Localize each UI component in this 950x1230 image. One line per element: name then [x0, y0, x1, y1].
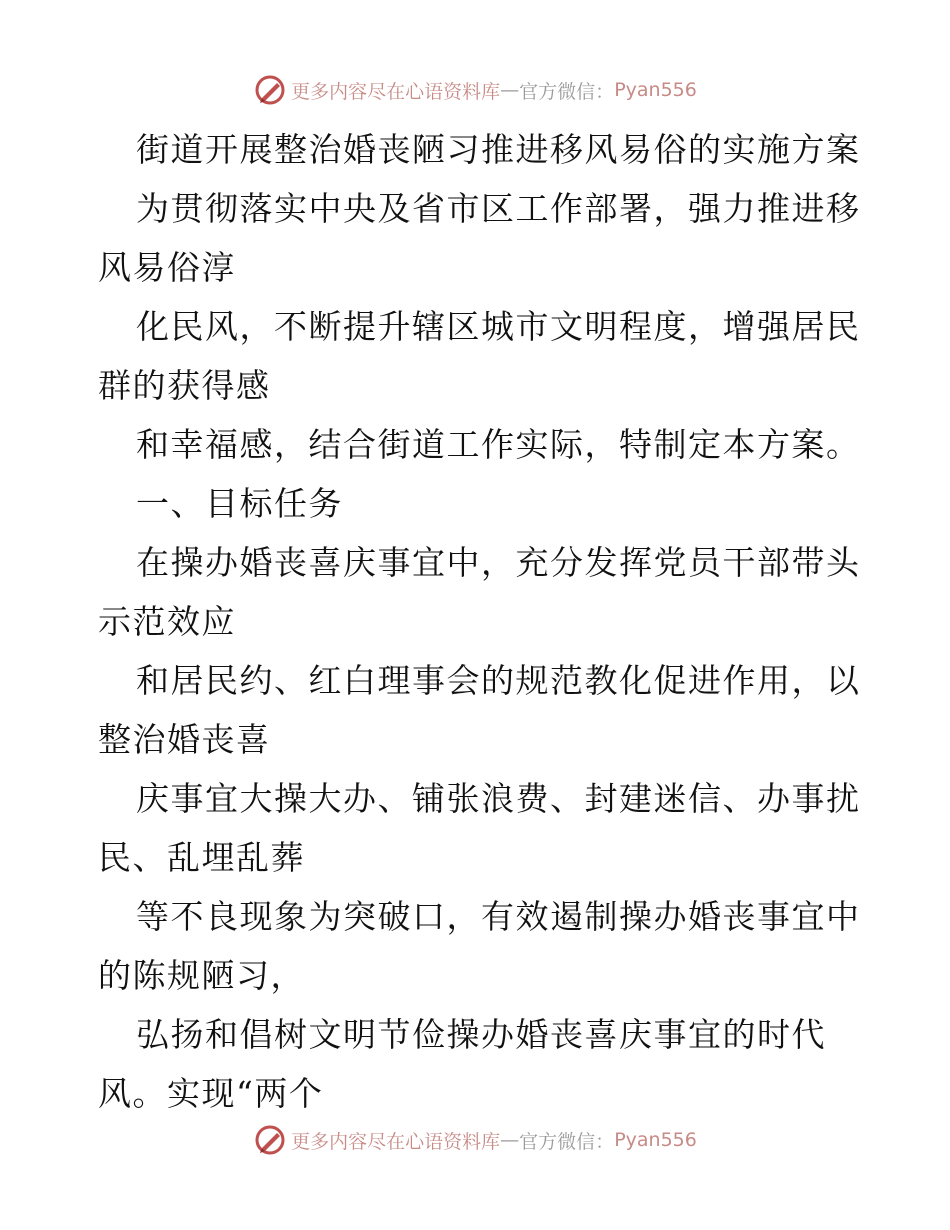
- doc-line: 在操办婚丧喜庆事宜中，充分发挥党员干部带头: [136, 543, 861, 582]
- document-body: [98, 120, 861, 1123]
- banner-dash: —: [500, 1129, 520, 1151]
- section-heading: 一、目标任务: [136, 484, 343, 523]
- footer-watermark-banner: [0, 1120, 950, 1160]
- banner-dash: —: [500, 79, 520, 101]
- doc-line: 和居民约、红白理事会的规范教化促进作用，以: [136, 661, 861, 700]
- doc-line: 为贯彻落实中央及省市区工作部署，强力推进移: [136, 189, 861, 228]
- banner-wechat-id: Pyan556: [614, 79, 697, 101]
- banner-wechat-id: Pyan556: [614, 1129, 697, 1151]
- pen-circle-logo-icon: [253, 73, 287, 107]
- pen-circle-logo-icon: [253, 1123, 287, 1157]
- doc-line: 化民风，不断提升辖区城市文明程度，增强居民: [136, 307, 861, 346]
- doc-line: 民、乱埋乱葬: [98, 838, 305, 877]
- doc-line: 的陈规陋习，: [98, 956, 305, 995]
- banner-main-text: 更多内容尽在心语资料库: [291, 1130, 501, 1153]
- doc-line: 整治婚丧喜: [98, 720, 271, 759]
- doc-line: 示范效应: [98, 602, 236, 641]
- header-watermark-banner: [0, 70, 950, 110]
- banner-wechat-label: 官方微信：: [519, 80, 615, 103]
- doc-line: 和幸福感，结合街道工作实际，特制定本方案。: [136, 425, 861, 464]
- doc-line: 弘扬和倡树文明节俭操办婚丧喜庆事宜的时代: [136, 1015, 826, 1054]
- doc-title: 街道开展整治婚丧陋习推进移风易俗的实施方案: [136, 130, 861, 169]
- doc-line: 庆事宜大操大办、铺张浪费、封建迷信、办事扰: [136, 779, 861, 818]
- banner-wechat-label: 官方微信：: [519, 1130, 615, 1153]
- doc-line: 等不良现象为突破口，有效遏制操办婚丧事宜中: [136, 897, 861, 936]
- doc-line: 群的获得感: [98, 366, 271, 405]
- doc-line: 风易俗淳: [98, 248, 236, 287]
- banner-main-text: 更多内容尽在心语资料库: [291, 80, 501, 103]
- doc-line: 风。实现“两个: [98, 1074, 324, 1113]
